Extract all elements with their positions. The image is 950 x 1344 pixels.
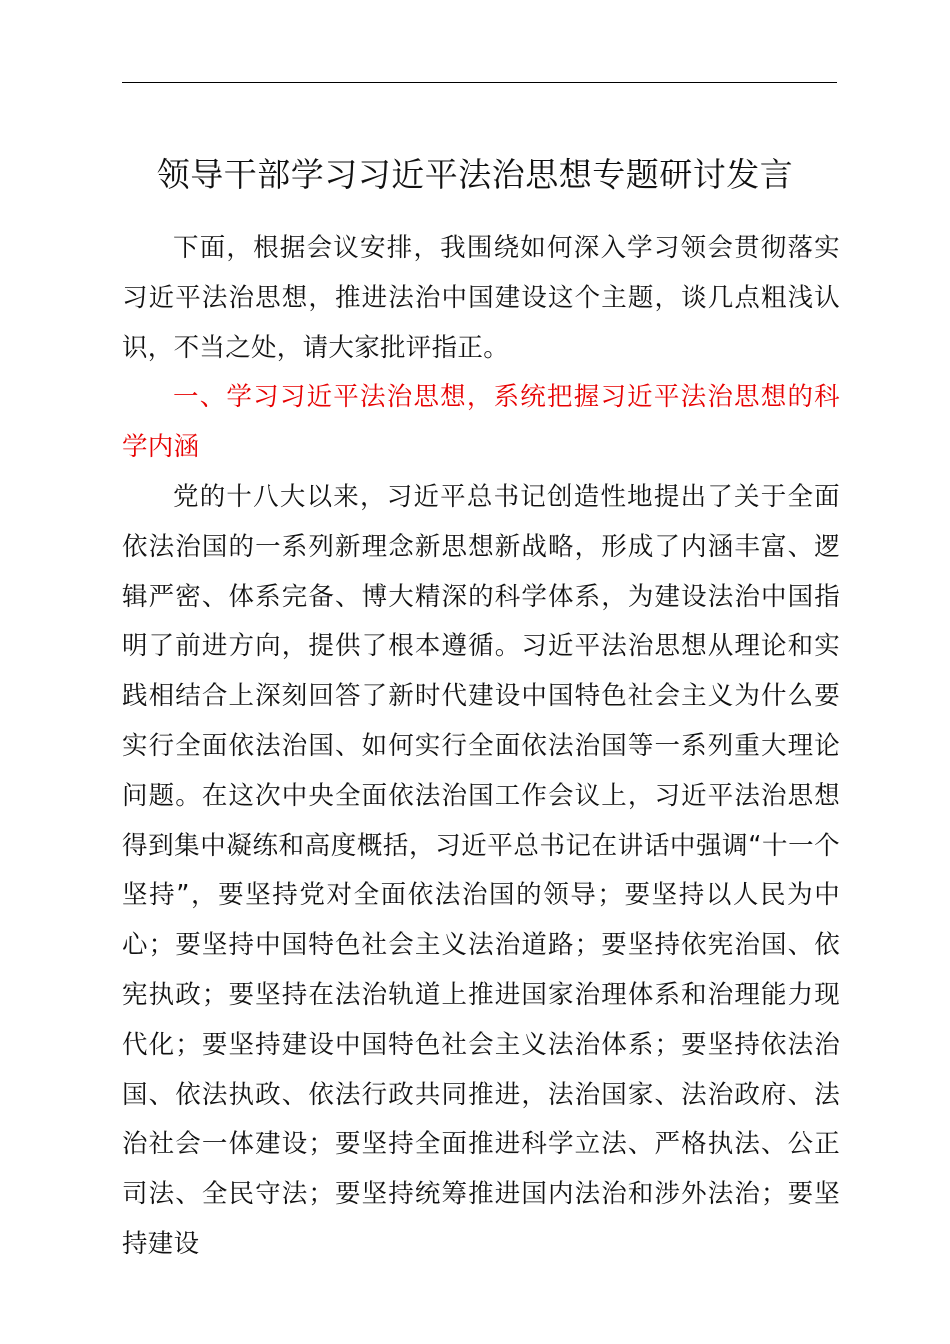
section-heading: 一、学习习近平法治思想，系统把握习近平法治思想的科学内涵 (122, 382, 840, 463)
header-rule (122, 82, 837, 83)
document-body (122, 224, 840, 1270)
page-title: 领导干部学习习近平法治思想专题研讨发言 (156, 155, 794, 194)
intro-paragraph: 下面，根据会议安排，我围绕如何深入学习领会贯彻落实习近平法治思想，推进法治中国建设这个主题，谈几点粗浅认识，不当之处，请大家批评指正。 (122, 233, 840, 363)
body-paragraph: 党的十八大以来，习近平总书记创造性地提出了关于全面依法治国的一系列新理念新思想新战略，形成了内涵丰富、逻辑严密、体系完备、博大精深的科学体系，为建设法治中国指明了前进方向，提供了根本遵循。习近平法治思想从理论和实践相结合上深刻回答了新时代建设中国特色社会主义为什么要实行全面依法治国、如何实行全面依法治国等一系列重大理论问题。在这次中央全面依法治国工作会议上，习近平法治思想得到集中凝练和高度概括，习近平总书记在讲话中强调“十一个坚持”，要坚持党对全面依法治国的领导；要坚持以人民为中心；要坚持中国特色社会主义法治道路；要坚持依宪治国、依宪执政；要坚持在法治轨道上推进国家治理体系和治理能力现代化；要坚持建设中国特色社会主义法治体系；要坚持依法治国、依法执政、依法行政共同推进，法治国家、法治政府、法治社会一体建设；要坚持全面推进科学立法、严格执法、公正司法、全民守法；要坚持统筹推进国内法治和涉外法治；要坚持建设 (122, 481, 840, 1259)
